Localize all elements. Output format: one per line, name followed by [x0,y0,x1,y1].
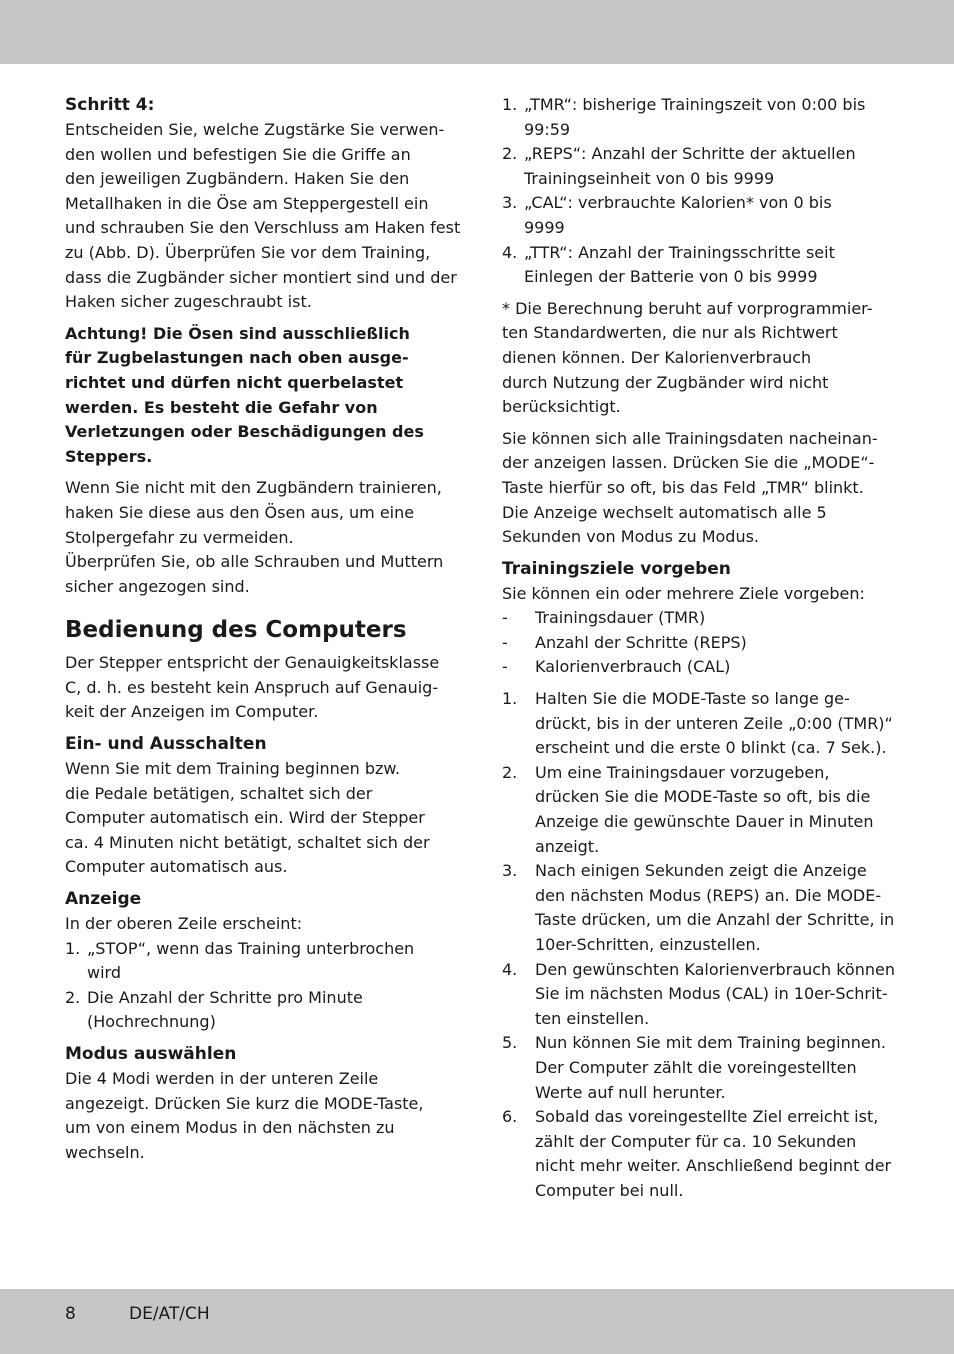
steps-list [502,687,894,1203]
list-item-text [535,958,895,1032]
list-item-text [87,986,363,1035]
display-list [65,937,457,1035]
text-line: Die 4 Modi werden in der unteren Zeile [65,1069,379,1088]
text-line: ten einstellen. [535,1008,650,1028]
display-heading: Anzeige [65,889,142,910]
onoff-paragraph [65,757,457,880]
text-line: den wollen und befestigen Sie die Griffe an [65,144,411,164]
text-line: den nächsten Modus (REPS) an. Die MODE- [535,885,882,905]
region-code: DE/AT/CH [129,1304,210,1324]
goals-intro: Sie können ein oder mehrere Ziele vorgeben: [502,583,865,603]
text-line: Wenn Sie mit dem Training beginnen bzw. [65,759,401,779]
list-marker: 5. [502,1033,518,1053]
list-item-text [535,859,894,957]
text-line: Kalorienverbrauch (CAL) [535,657,731,677]
goals-list [502,606,894,680]
text-line: Computer automatisch aus. [65,857,288,877]
text-line: 10er-Schritten, einzustellen. [535,935,761,954]
text-line: Den gewünschten Kalorienverbrauch können [535,959,895,979]
list-item-text [524,241,835,290]
modes-list [502,93,894,290]
text-line: Werte auf null herunter. [535,1082,726,1102]
text-line: Der Computer zählt die voreingestellten [535,1057,857,1077]
warning-paragraph [65,322,457,470]
list-item-text [535,687,893,761]
text-line: Um eine Trainingsdauer vorzugeben, [535,762,830,782]
text-line: die Pedale betätigen, schaltet sich der [65,783,373,803]
text-line: durch Nutzung der Zugbänder wird nicht [502,372,829,392]
step4-paragraph [65,118,461,315]
text-line: drückt, bis in der unteren Zeile „0:00 (TMR)“ [535,713,893,733]
text-line: keit der Anzeigen im Computer. [65,702,319,722]
text-line: wird [87,963,121,983]
text-line: Steppers. [65,446,153,466]
text-line: Sie können sich alle Trainingsdaten nacheinan- [502,428,878,448]
step4-heading: Schritt 4: [65,95,155,115]
list-marker: - [502,657,508,677]
left-column [65,93,461,1172]
list-item [502,859,894,957]
text-line: 99:59 [524,119,571,139]
text-line: um von einem Modus in den nächsten zu [65,1118,395,1138]
mode-heading: Modus auswählen [65,1044,237,1064]
text-line: den jeweiligen Zugbändern. Haken Sie den [65,169,410,189]
footnote-paragraph [502,297,894,420]
text-line: richtet und dürfen nicht querbelastet [65,372,404,392]
text-line: Einlegen der Batterie von 0 bis 9999 [524,267,818,287]
text-line: Haken sicher zugeschraubt ist. [65,292,312,312]
list-item [502,761,894,859]
text-line: Verletzungen oder Beschädigungen des [65,422,424,442]
text-line: Nach einigen Sekunden zeigt die Anzeige [535,861,867,881]
text-line: Trainingsdauer (TMR) [535,608,706,628]
list-item [502,631,894,656]
list-marker: - [502,608,508,628]
list-item-text [535,606,705,631]
list-item [502,655,894,680]
list-marker: 2. [502,762,518,782]
text-line: dass die Zugbänder sicher montiert sind und der [65,267,457,287]
list-marker: 4. [502,242,518,262]
list-marker: 2. [65,987,81,1007]
text-line: Stolpergefahr zu vermeiden. [65,527,294,547]
list-item [502,1031,894,1105]
list-item-text [524,142,856,191]
list-item-text [87,937,414,986]
text-line: Computer bei null. [535,1180,684,1200]
right-column [502,93,894,1211]
text-line: Halten Sie die MODE-Taste so lange ge- [535,689,850,709]
text-line: 9999 [524,217,565,237]
all-data-paragraph [502,427,894,550]
text-line: haken Sie diese aus den Ösen aus, um eine [65,502,415,522]
text-line: wechseln. [65,1142,145,1162]
list-marker: 4. [502,959,518,979]
list-item-text [524,191,832,240]
text-line: * Die Berechnung beruht auf vorprogrammier- [502,298,873,318]
text-line: (Hochrechnung) [87,1012,216,1032]
text-line: zählt der Computer für ca. 10 Sekunden [535,1131,857,1151]
text-line: drücken Sie die MODE-Taste so oft, bis die [535,787,871,807]
text-line: „STOP“, wenn das Training unterbrochen [87,938,415,958]
text-line: Sobald das voreingestellte Ziel erreicht ist, [535,1107,879,1127]
list-marker: 3. [502,861,518,881]
list-item [502,958,894,1032]
list-item [502,1105,894,1203]
text-line: „REPS“: Anzahl der Schritte der aktuellen [524,144,856,164]
text-line: ten Standardwerten, die nur als Richtwert [502,323,838,343]
text-line: sicher angezogen sind. [65,576,250,596]
goals-heading: Trainingsziele vorgeben [502,558,731,579]
text-line: nicht mehr weiter. Anschließend beginnt der [535,1156,892,1176]
text-line: Überprüfen Sie, ob alle Schrauben und Muttern [65,552,444,572]
list-item-text [535,1031,886,1105]
text-line: werden. Es besteht die Gefahr von [65,397,378,417]
text-line: Nun können Sie mit dem Training beginnen. [535,1033,886,1053]
list-item [502,687,894,761]
text-line: „TTR“: Anzahl der Trainingsschritte seit [524,242,835,262]
list-item [502,93,894,142]
list-marker: 6. [502,1107,518,1127]
list-marker: 2. [502,144,518,164]
display-intro: In der oberen Zeile erscheint: [65,914,303,934]
list-marker: - [502,632,508,652]
text-line: angezeigt. Drücken Sie kurz die MODE-Taste, [65,1093,424,1113]
text-line: Wenn Sie nicht mit den Zugbändern trainieren, [65,478,442,498]
list-item-text [535,631,747,656]
list-marker: 1. [65,938,81,958]
text-line: für Zugbelastungen nach oben ausge- [65,348,409,368]
list-marker: 1. [502,689,518,709]
text-line: Sekunden von Modus zu Modus. [502,527,760,547]
list-item-text [535,761,873,859]
mode-paragraph [65,1067,457,1165]
list-item [65,937,457,986]
text-line: Taste drücken, um die Anzahl der Schritte, in [535,910,895,930]
list-marker: 1. [502,95,518,114]
text-line: Sie im nächsten Modus (CAL) in 10er-Schrit- [535,984,888,1004]
text-line: C, d. h. es besteht kein Anspruch auf Genauig- [65,677,439,697]
list-item-text [535,1105,891,1203]
text-line: und schrauben Sie den Verschluss am Haken fest [65,218,461,238]
text-line: „TMR“: bisherige Trainingszeit von 0:00 bis [524,95,866,114]
text-line: erscheint und die erste 0 blinkt (ca. 7 Sek.). [535,738,887,758]
text-line: Die Anzeige wechselt automatisch alle 5 [502,502,827,522]
text-line: ca. 4 Minuten nicht betätigt, schaltet sich der [65,832,430,852]
list-item [502,241,894,290]
text-line: dienen können. Der Kalorienverbrauch [502,347,812,367]
list-item [502,606,894,631]
text-line: Achtung! Die Ösen sind ausschließlich [65,323,410,343]
text-line: Metallhaken in die Öse am Steppergestell ein [65,193,429,213]
list-item-text [535,655,730,680]
text-line: Die Anzahl der Schritte pro Minute [87,987,363,1007]
text-line: Anzahl der Schritte (REPS) [535,632,747,652]
text-line: der anzeigen lassen. Drücken Sie die „MODE“- [502,453,875,473]
text-line: Computer automatisch ein. Wird der Stepper [65,808,425,828]
unhook-paragraph [65,476,457,599]
text-line: anzeigt. [535,836,600,856]
list-item [65,986,457,1035]
page-number: 8 [65,1304,76,1324]
text-line: Entscheiden Sie, welche Zugstärke Sie verwen- [65,120,445,139]
text-line: zu (Abb. D). Überprüfen Sie vor dem Training, [65,242,431,262]
computer-section-title: Bedienung des Computers [65,617,407,644]
computer-intro-paragraph [65,651,457,725]
onoff-heading: Ein- und Ausschalten [65,734,267,755]
list-item [502,142,894,191]
text-line: „CAL“: verbrauchte Kalorien* von 0 bis [524,193,832,213]
text-line: berücksichtigt. [502,397,621,417]
list-item [502,191,894,240]
text-line: Der Stepper entspricht der Genauigkeitsklasse [65,653,440,673]
text-line: Trainingseinheit von 0 bis 9999 [524,168,775,188]
text-line: Anzeige die gewünschte Dauer in Minuten [535,812,874,832]
text-line: Taste hierfür so oft, bis das Feld „TMR“ blinkt. [502,477,864,497]
header-bar [0,0,954,64]
list-item-text [524,93,865,142]
list-marker: 3. [502,193,518,213]
